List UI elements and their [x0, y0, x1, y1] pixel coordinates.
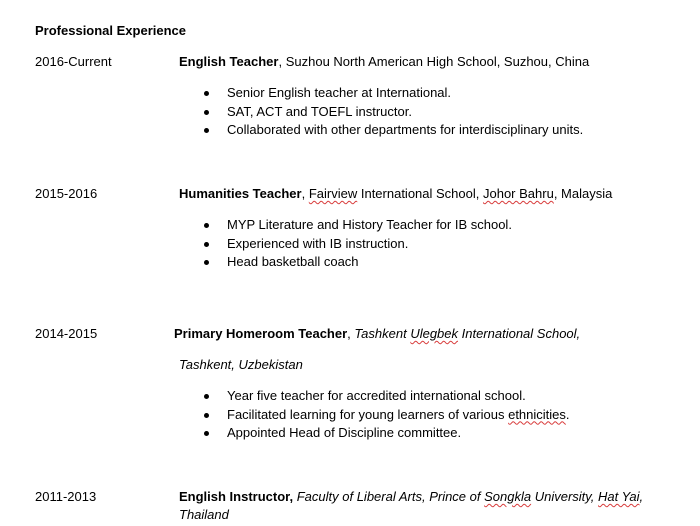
- job-separator: ,: [301, 186, 309, 201]
- list-item-text: .: [565, 406, 570, 422]
- list-item: Experienced with IB instruction.: [204, 235, 512, 254]
- job-heading: [179, 489, 643, 504]
- list-item: Senior English teacher at International.: [204, 84, 583, 103]
- job-employer-part: Faculty of Liberal Arts, Prince of: [293, 489, 485, 504]
- job-title: English Instructor,: [179, 489, 294, 504]
- list-item-text: ethnicities: [508, 406, 566, 422]
- job-employer-part: University,: [531, 489, 599, 504]
- job-employer-part: Ulegbek: [410, 326, 459, 341]
- job-bullets: [204, 84, 583, 140]
- job-separator: ,: [347, 326, 355, 341]
- list-item: Year five teacher for accredited international school.: [204, 387, 570, 406]
- job-bullets: [204, 216, 512, 272]
- section-title: Professional Experience: [35, 23, 187, 38]
- job-employer-part: Songkla: [484, 489, 532, 504]
- job-dates: 2014-2015: [35, 326, 98, 341]
- job-location: [179, 507, 229, 522]
- job-heading: [179, 54, 589, 69]
- job-dates: 2015-2016: [35, 186, 98, 201]
- list-item: Head basketball coach: [204, 253, 512, 272]
- job-heading: [179, 186, 612, 201]
- job-employer-part: ,: [639, 489, 644, 504]
- job-employer: Suzhou North American High School, Suzhou, China: [285, 54, 590, 69]
- list-item-text: Facilitated learning for young learners of various: [227, 406, 509, 422]
- job-dates: 2011-2013: [35, 489, 97, 504]
- job-employer-part: Hat Yai: [598, 489, 640, 504]
- job-location: [179, 357, 303, 372]
- list-item: [204, 406, 570, 425]
- job-separator: ,: [278, 54, 286, 69]
- job-employer-part: Fairview: [308, 186, 358, 201]
- job-dates: 2016-Current: [35, 54, 112, 69]
- job-heading: [174, 326, 580, 341]
- list-item: Appointed Head of Discipline committee.: [204, 424, 570, 443]
- job-employer-part: International School,: [357, 186, 483, 201]
- list-item: SAT, ACT and TOEFL instructor.: [204, 103, 583, 122]
- job-employer-part: Tashkent: [354, 326, 411, 341]
- job-title: Humanities Teacher: [179, 186, 302, 201]
- job-title: English Teacher: [179, 54, 279, 69]
- job-location-text: Thailand: [179, 507, 229, 522]
- job-location-text: Tashkent, Uzbekistan: [179, 357, 303, 372]
- job-title: Primary Homeroom Teacher: [174, 326, 348, 341]
- job-employer-part: , Malaysia: [553, 186, 613, 201]
- job-employer-part: International School,: [458, 326, 581, 341]
- list-item: MYP Literature and History Teacher for IB school.: [204, 216, 512, 235]
- job-employer-part: Johor Bahru: [482, 186, 554, 201]
- list-item: Collaborated with other departments for interdisciplinary units.: [204, 121, 583, 140]
- job-bullets: [204, 387, 570, 443]
